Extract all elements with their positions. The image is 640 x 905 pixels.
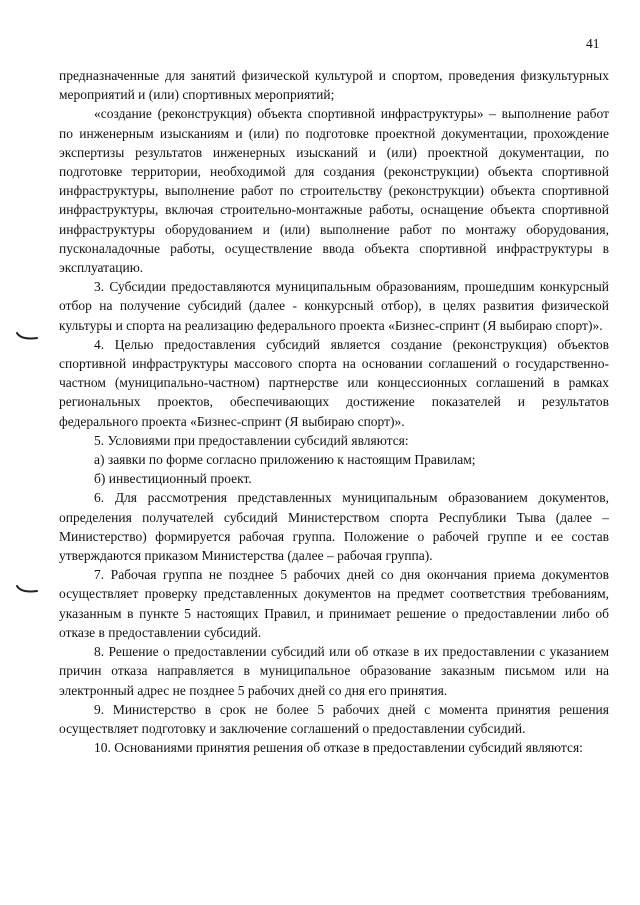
paragraph-5-a: а) заявки по форме согласно приложению к настоящим Правилам; bbox=[94, 452, 476, 468]
paragraph-4: 4. Целью предоставления субсидий является создание (реконструкция) объектов спортивной инфраструктуры массового спорта на основании соглашений о государственно-частном (муниципально-частном) партнерстве или концессионных соглашений в рамках региональных проектов, обеспечивающих достижение показателей и результатов федерального проекта «Бизнес-спринт (Я выбираю спорт)». bbox=[59, 336, 609, 429]
paragraph-8: 8. Решение о предоставлении субсидий или об отказе в их предоставлении с указанием причин отказа направляется в муниципальное образование заказным письмом или на электронный адрес не позднее 5 рабочих дней со дня его принятия. bbox=[59, 644, 609, 698]
paragraph-continuation: предназначенные для занятий физической культурой и спортом, проведения физкультурных мероприятий и (или) спортивных мероприятий; bbox=[59, 68, 609, 103]
paragraph-5: 5. Условиями при предоставлении субсидий являются: bbox=[94, 432, 409, 448]
paragraph-10: 10. Основаниями принятия решения об отказе в предоставлении субсидий являются: bbox=[94, 740, 583, 756]
document-body bbox=[59, 66, 609, 757]
paragraph-9: 9. Министерство в срок не более 5 рабочих дней с момента принятия решения осуществляет подготовку и заключение соглашений о предоставлении субсидий. bbox=[59, 701, 609, 736]
margin-mark-top bbox=[16, 330, 38, 342]
paragraph-7: 7. Рабочая группа не позднее 5 рабочих дней со дня окончания приема документов осуществляет проверку представленных документов на предмет соответствия требованиям, указанным в пункте 5 настоящих Правил, и принимает решение о предоставлении либо об отказе в предоставлении субсидий. bbox=[59, 567, 609, 640]
paragraph-6: 6. Для рассмотрения представленных муниципальным образованием документов, определения получателей субсидий Министерством спорта Республики Тыва (далее – Министерство) формируется рабочая группа. Положение о рабочей группе и ее состав утверждаются приказом Министерства (далее – рабочая группа). bbox=[59, 490, 609, 564]
paragraph-definition: «создание (реконструкция) объекта спортивной инфраструктуры» – выполнение работ по инженерным изысканиям и (или) по подготовке проектной документации, прохождение экспертизы результатов инженерных изысканий и (или) проектной документации, по подготовке территории, необходимой для создания (реконструкции) объекта спортивной инфраструктуры, выполнение работ по строительству (реконструкции) объекта спортивной инфраструктуры, включая строительно-монтажные работы, оснащение объекта спортивной инфраструктуры оборудованием и (или) выполнение работ по монтажу оборудования, пусконаладочные работы, осуществление ввода объекта спортивной инфраструктуры в эксплуатацию. bbox=[59, 106, 609, 276]
page-number: 41 bbox=[586, 36, 600, 51]
paragraph-5-b: б) инвестиционный проект. bbox=[94, 471, 252, 487]
paragraph-3: 3. Субсидии предоставляются муниципальным образованиям, прошедшим конкурсный отбор на получение субсидий (далее - конкурсный отбор), в целях развития физической культуры и спорта на реализацию федерального проекта «Бизнес-спринт (Я выбираю спорт)». bbox=[59, 279, 609, 333]
margin-mark-bottom bbox=[16, 583, 38, 595]
